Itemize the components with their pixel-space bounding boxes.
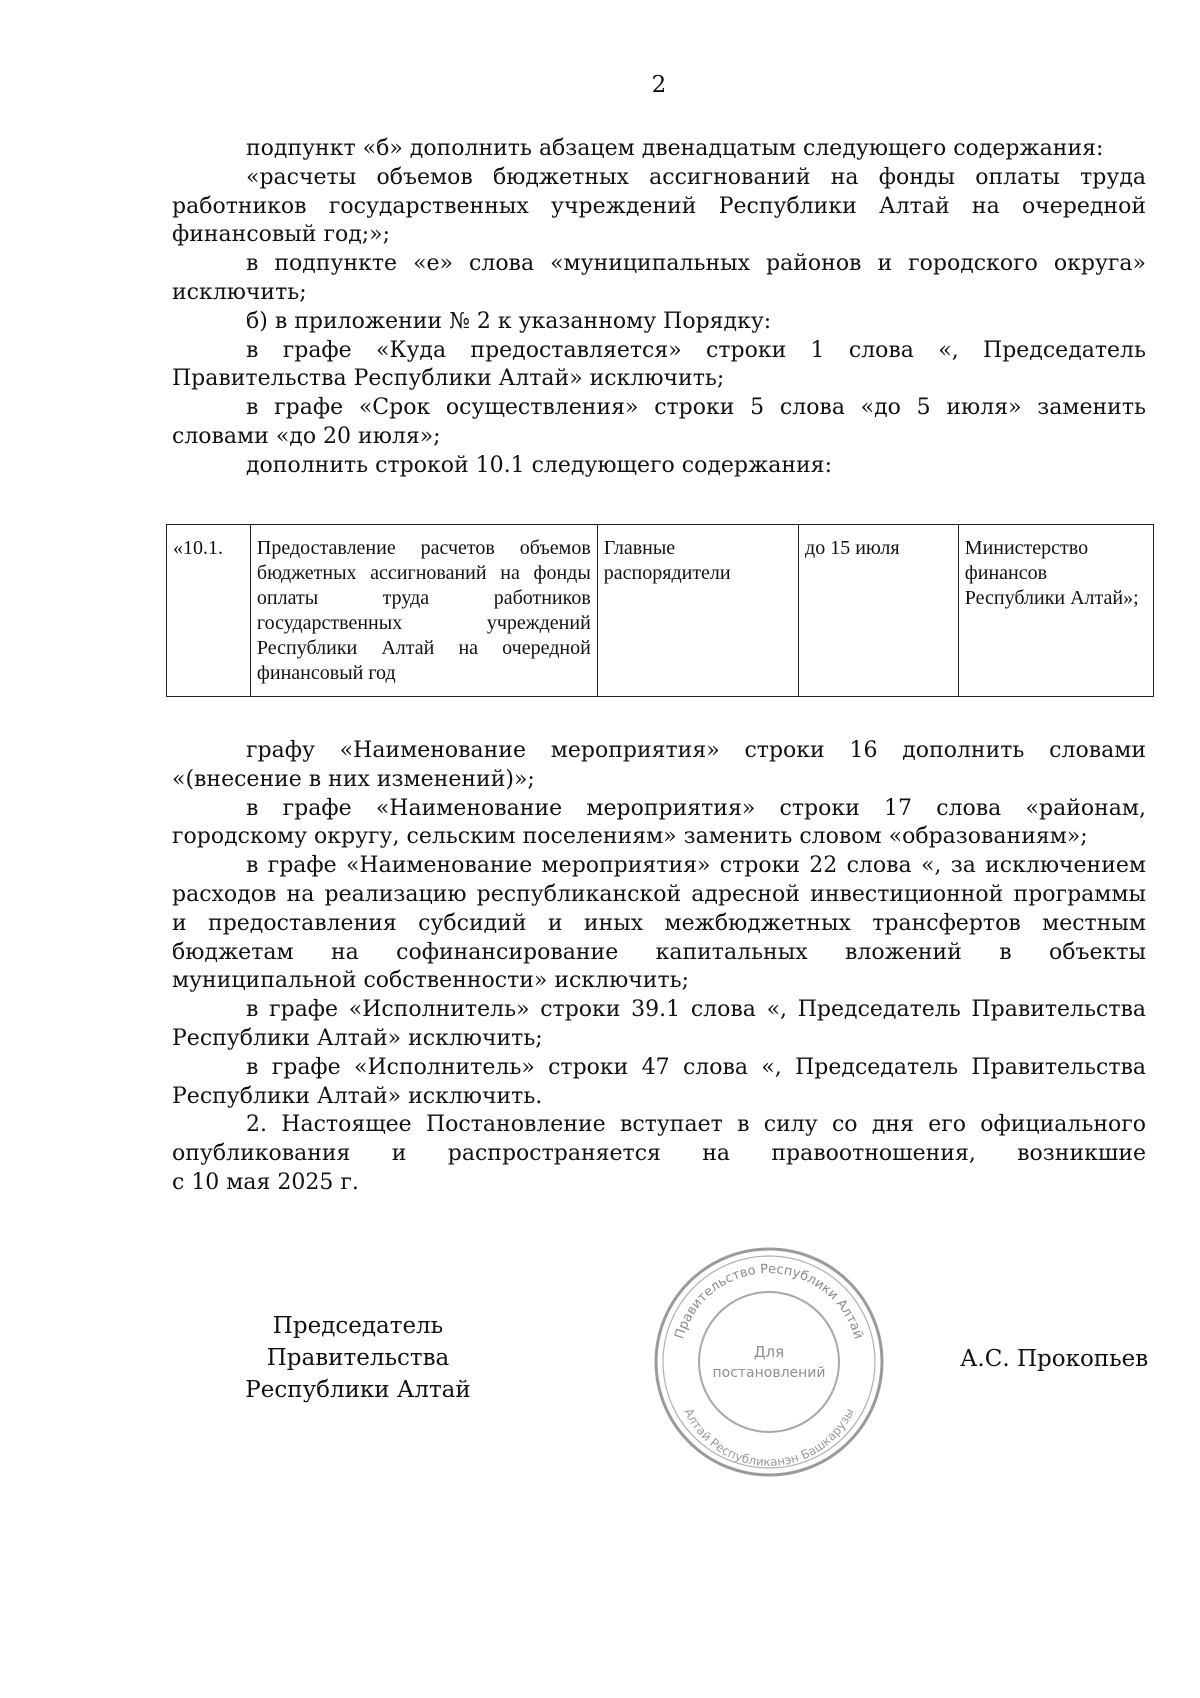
seal-bottom-text: Алтай Республиканэн Башкарузы bbox=[681, 1405, 857, 1470]
signatory-name: А.С. Прокопьев bbox=[960, 1346, 1149, 1372]
deadline-cell: до 15 июля bbox=[799, 525, 959, 697]
official-seal bbox=[652, 1245, 887, 1480]
amendment-text-top bbox=[172, 135, 1146, 481]
section-2-date: с 10 мая 2025 г. bbox=[172, 1169, 359, 1195]
seal-outer-text: Правительство Республики Алтай bbox=[672, 1261, 866, 1341]
paragraph: подпункт «б» дополнить абзацем двенадцатым следующего содержания: bbox=[246, 136, 1104, 161]
recipient-cell: Главные распорядители bbox=[597, 525, 798, 697]
seal-inner-text-1: Для bbox=[753, 1343, 785, 1361]
paragraph: в графе «Исполнитель» строки 39.1 слова «, Председатель Правительства Республики Алтай» исключить; bbox=[172, 997, 1146, 1051]
inserted-row-table bbox=[166, 524, 1154, 697]
paragraph: в графе «Исполнитель» строки 47 слова «, Председатель Правительства Республики Алтай» исключить. bbox=[172, 1054, 1146, 1109]
paragraph: в графе «Куда предоставляется» строки 1 слова «, Председатель Правительства Республики Алтай» исключить; bbox=[172, 337, 1146, 392]
paragraph: в графе «Наименование мероприятия» строки 22 слова «, за исключением расходов на реализацию республиканской адресной инвестиционной программы и предоставления субсидий и иных межбюджетных трансфертов местным бюджетам на софинансирование капитальных вложений в объекты муниципальной собственности» исключить; bbox=[172, 853, 1146, 994]
paragraph: дополнить строкой 10.1 следующего содержания: bbox=[246, 452, 832, 478]
paragraph: «расчеты объемов бюджетных ассигнований на фонды оплаты труда работников государственных учреждений Республики Алтай на очередной финансовый год;»; bbox=[172, 164, 1146, 248]
page-number: 2 bbox=[651, 72, 667, 98]
paragraph: в подпункте «е» слова «муниципальных районов и городского округа» исключить; bbox=[172, 251, 1146, 305]
paragraph: графу «Наименование мероприятия» строки 16 дополнить словами «(внесение в них изменений)»; bbox=[172, 738, 1146, 792]
table-row bbox=[167, 525, 1154, 697]
executor-cell: Министерство финансов Республики Алтай»; bbox=[958, 525, 1153, 697]
signatory-title-line: Республики Алтай bbox=[245, 1377, 471, 1403]
action-cell: Предоставление расчетов объемов бюджетных ассигнований на фонды оплаты труда работников государственных учреждений Республики Алтай на очередной финансовый год bbox=[250, 525, 597, 697]
amendment-text-bottom bbox=[172, 737, 1146, 1198]
seal-outer-ring bbox=[656, 1249, 882, 1475]
paragraph: в графе «Срок осуществления» строки 5 слова «до 5 июля» заменить словами «до 20 июля»; bbox=[172, 395, 1146, 449]
seal-ring bbox=[663, 1256, 875, 1468]
row-number-cell: «10.1. bbox=[167, 525, 251, 697]
paragraph: б) в приложении № 2 к указанному Порядку: bbox=[246, 308, 772, 334]
signatory-title bbox=[193, 1310, 523, 1406]
signatory-title-line: Председатель Правительства bbox=[266, 1313, 450, 1371]
section-2-paragraph: 2. Настоящее Постановление вступает в силу со дня его официального опубликования и распространяется на правоотношения, возникшие bbox=[172, 1112, 1146, 1167]
seal-inner-ring bbox=[699, 1292, 839, 1432]
paragraph: в графе «Наименование мероприятия» строки 17 слова «районам, городскому округу, сельским поселениям» заменить словом «образованиям»; bbox=[172, 795, 1146, 850]
seal-inner-text-2: постановлений bbox=[712, 1365, 826, 1381]
